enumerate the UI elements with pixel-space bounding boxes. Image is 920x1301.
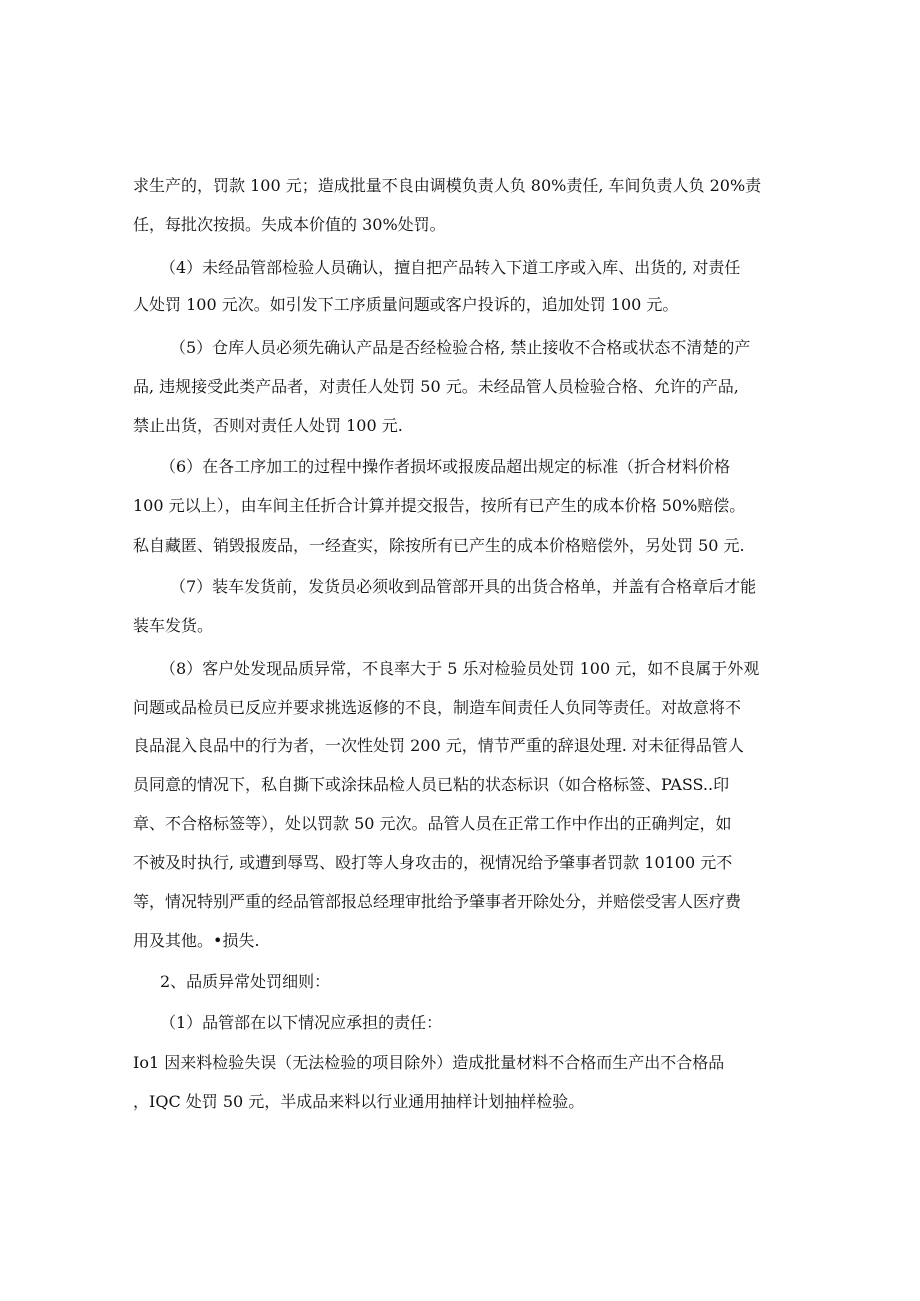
text-line: 任，每批次按损。失成本价值的 30%处罚。 bbox=[133, 215, 446, 234]
text-line: Io1 因来料检验失误（无法检验的项目除外）造成批量材料不合格而生产出不合格品 bbox=[133, 1053, 725, 1072]
text-line: 品, 违规接受此类产品者，对责任人处罚 50 元。未经品管人员检验合格、允许的产品, bbox=[133, 377, 739, 396]
text-line: （1）品管部在以下情况应承担的责任： bbox=[160, 1013, 443, 1032]
text-line: 等，情况特别严重的经品管部报总经理审批给予肇事者开除处分，并赔偿受害人医疗费 bbox=[133, 892, 742, 911]
text-line: 私自藏匿、销毁报废品，一经查实，除按所有已产生的成本价格赔偿外，另处罚 50 元. bbox=[133, 536, 745, 555]
text-line: 章、不合格标签等），处以罚款 50 元次。品管人员在正常工作中作出的正确判定，如 bbox=[133, 814, 732, 833]
text-line: 问题或品检员已反应并要求挑选返修的不良，制造车间责任人负同等责任。对故意将不 bbox=[133, 698, 742, 717]
text-line: 良品混入良品中的行为者，一次性处罚 200 元，情节严重的辞退处理. 对未征得品管人 bbox=[133, 736, 744, 755]
text-line: ，IQC 处罚 50 元，半成品来料以行业通用抽样计划抽样检验。 bbox=[133, 1092, 585, 1111]
text-line: 禁止出货，否则对责任人处罚 100 元. bbox=[133, 416, 403, 435]
text-line: 求生产的，罚款 100 元；造成批量不良由调模负责人负 80%责任, 车间负责人负 20%责 bbox=[133, 176, 762, 195]
text-line: 员同意的情况下，私自撕下或涂抹品检人员已粘的状态标识（如合格标签、PASS..印 bbox=[133, 775, 730, 794]
text-line: 100 元以上），由车间主任折合计算并提交报告，按所有已产生的成本价格 50%赔偿。 bbox=[133, 496, 746, 515]
text-line: 装车发货。 bbox=[133, 616, 214, 635]
section-heading: 2、品质异常处罚细则： bbox=[160, 972, 331, 991]
text-line: 不被及时执行, 或遭到辱骂、殴打等人身攻击的，视情况给予肇事者罚款 10100 元不 bbox=[133, 853, 733, 872]
text-line: （4）未经品管部检验人员确认，擅自把产品转入下道工序或入库、出货的, 对责任 bbox=[160, 258, 741, 277]
text-line: （8）客户处发现品质异常，不良率大于 5 乐对检验员处罚 100 元，如不良属于外观 bbox=[160, 659, 760, 678]
text-line: （6）在各工序加工的过程中操作者损坏或报废品超出规定的标准（折合材料价格 bbox=[160, 457, 731, 476]
text-line: 人处罚 100 元次。如引发下工序质量问题或客户投诉的，追加处罚 100 元。 bbox=[133, 295, 679, 314]
text-line: （7）装车发货前，发货员必须收到品管部开具的出货合格单，并盖有合格章后才能 bbox=[170, 577, 757, 596]
text-line: （5）仓库人员必须先确认产品是否经检验合格, 禁止接收不合格或状态不清楚的产 bbox=[170, 338, 751, 357]
text-line: 用及其他。•损失. bbox=[133, 931, 260, 950]
